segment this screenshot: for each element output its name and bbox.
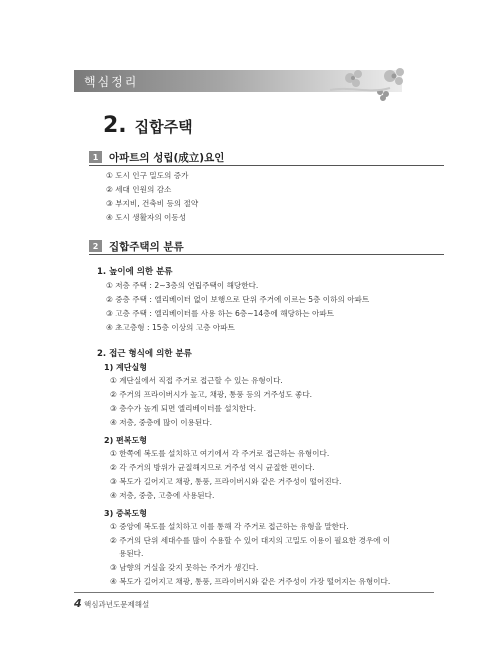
list-item: ② 주거의 단위 세대수를 많이 수용할 수 있어 대지의 고밀도 이용이 필요한 경우에 이 xyxy=(110,536,391,545)
subsection-title: 1. 높이에 의한 분류 xyxy=(97,267,173,277)
section-title: 집합주택의 분류 xyxy=(109,240,184,253)
list-item: ① 중앙에 복도를 설치하고 이를 통해 각 주거로 접근하는 유형을 말한다. xyxy=(110,522,349,531)
header-label: 핵심정리 xyxy=(84,75,139,89)
list-item: ② 중층 주택 : 엘리베이터 없이 보행으로 단위 주거에 이르는 5층 이하의 아파트 xyxy=(106,295,370,304)
group-title: 2) 편복도형 xyxy=(104,436,147,445)
chapter-title: 집합주택 xyxy=(134,118,193,136)
section-1-heading xyxy=(89,150,224,164)
subsection-title: 2. 접근 형식에 의한 분류 xyxy=(97,349,192,359)
list-item: ② 세대 인원의 감소 xyxy=(106,185,172,194)
section-divider xyxy=(89,165,444,166)
group-title: 1) 계단실형 xyxy=(104,363,147,372)
list-item: ④ 초고층형 : 15층 이상의 고층 아파트 xyxy=(106,323,235,332)
list-item: ① 저층 주택 : 2~3층의 연립주택이 해당한다. xyxy=(106,281,259,290)
list-item: ③ 고층 주택 : 엘리베이터를 사용 하는 6층~14층에 해당하는 아파트 xyxy=(106,309,334,318)
list-item: ④ 저층, 중층, 고층에 사용된다. xyxy=(110,491,215,500)
list-item: ① 계단실에서 직접 주거로 접근할 수 있는 유형이다. xyxy=(110,376,283,385)
footer-divider xyxy=(74,592,434,593)
list-item: ③ 부지비, 건축비 등의 절약 xyxy=(106,199,199,208)
list-item: ① 한쪽에 복도를 설치하고 여기에서 각 주거로 접근하는 유형이다. xyxy=(110,449,330,458)
list-item: ① 도시 인구 밀도의 증가 xyxy=(106,171,189,180)
group-title: 3) 중복도형 xyxy=(104,509,147,518)
chapter-heading xyxy=(103,113,193,139)
page-number: 4 xyxy=(74,597,82,610)
list-item: ③ 남향의 거실을 갖지 못하는 주거가 생긴다. xyxy=(110,563,259,572)
list-item: ④ 저층, 중층에 많이 이용된다. xyxy=(110,418,212,427)
section-title: 아파트의 성립(成立)요인 xyxy=(109,151,225,164)
section-divider xyxy=(89,254,444,255)
section-2-heading xyxy=(89,239,184,253)
list-item: ④ 도시 생활자의 이동성 xyxy=(106,213,187,222)
list-item: ③ 층수가 높게 되면 엘리베이터를 설치한다. xyxy=(110,404,256,413)
list-item: ② 각 주거의 방위가 균질해지므로 거주성 역시 균질한 편이다. xyxy=(110,463,315,472)
chapter-number: 2. xyxy=(103,113,127,138)
list-item: ③ 복도가 길어지고 채광, 통풍, 프라이버시와 같은 거주성이 떨어진다. xyxy=(110,477,342,486)
list-item: ④ 복도가 길어지고 채광, 통풍, 프라이버시와 같은 거주성이 가장 떨어지는 유형이다. xyxy=(110,577,391,586)
list-item: ② 주거의 프라이버시가 높고, 채광, 통풍 등의 거주성도 좋다. xyxy=(110,390,313,399)
section-number-badge: 1 xyxy=(89,151,102,163)
list-item-continuation: 용된다. xyxy=(119,549,144,558)
book-title: 핵심과년도문제해설 xyxy=(84,600,150,609)
section-number-badge: 2 xyxy=(89,240,102,252)
flower-decoration-icon xyxy=(320,64,430,104)
